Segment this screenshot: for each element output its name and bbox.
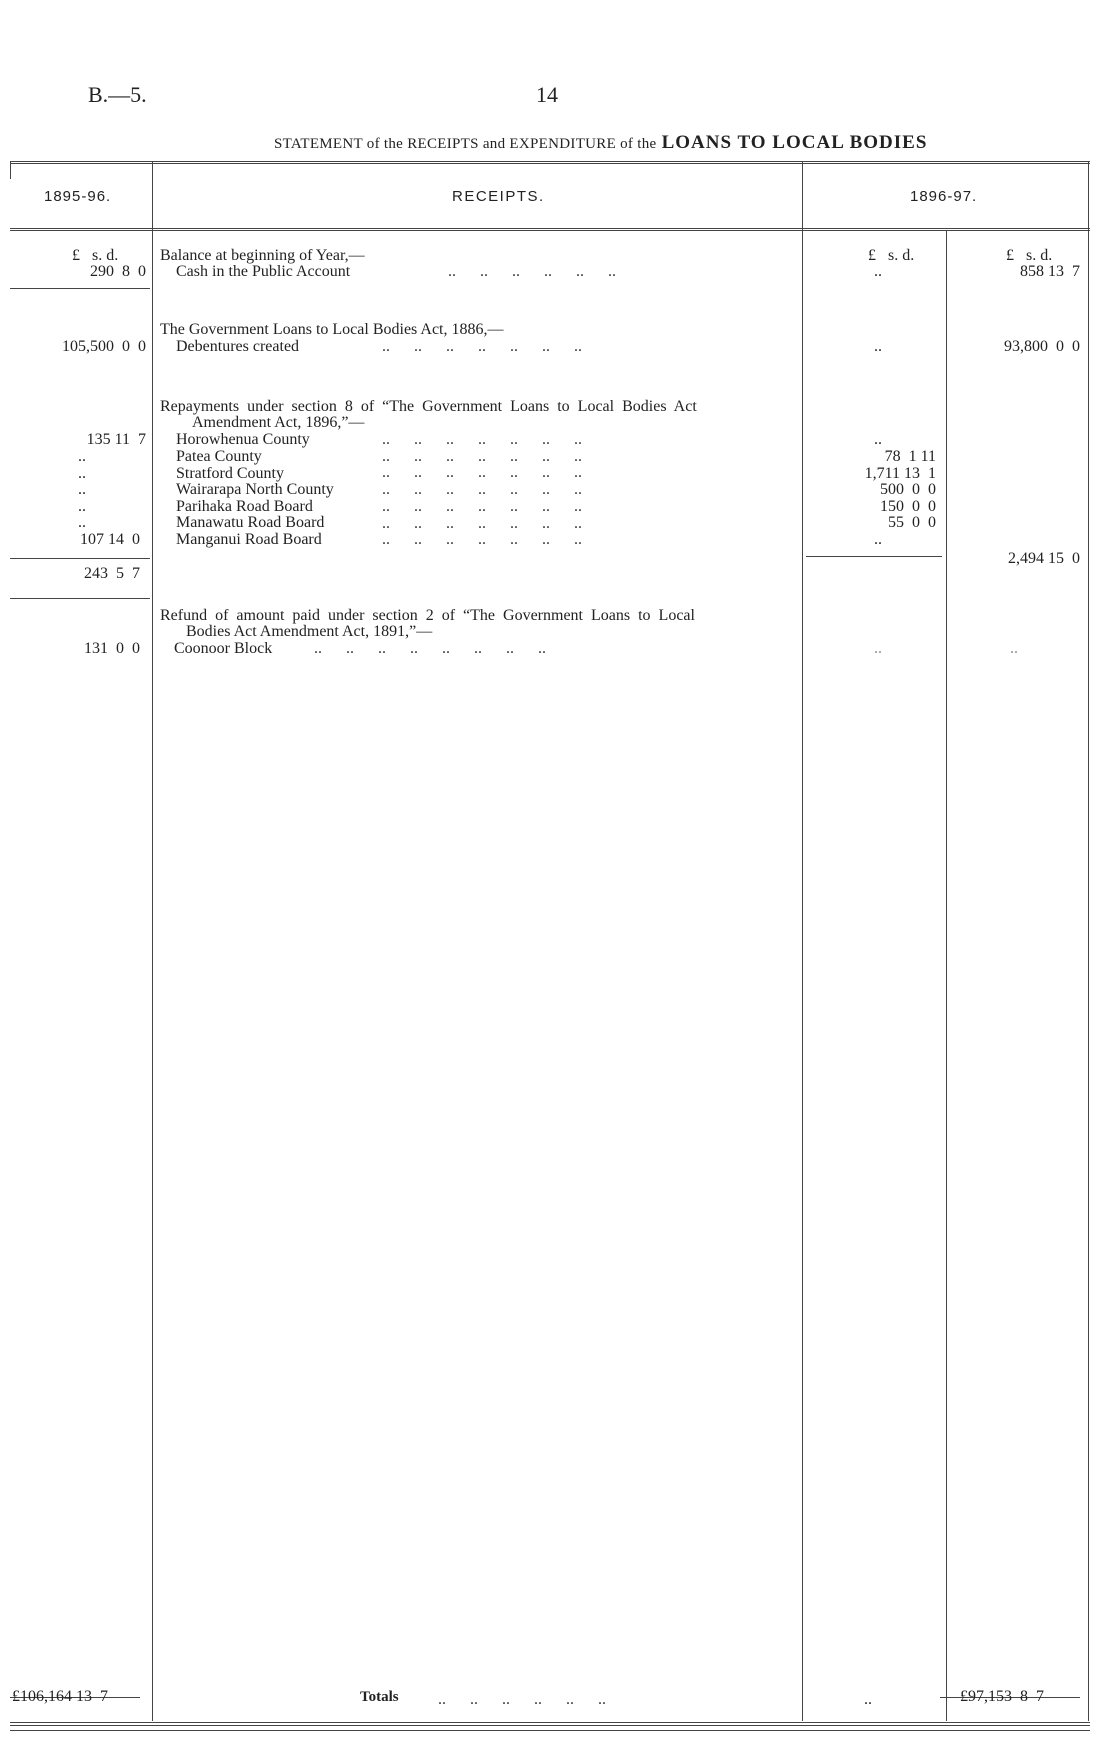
repayment-left-amount: 135 11 7	[86, 431, 146, 448]
repayment-mid-amount: 78 1 11	[884, 448, 936, 465]
repayment-left-amount: ..	[78, 498, 86, 515]
leader-dots: .. .. .. .. .. .. .. ..	[314, 640, 546, 657]
repayment-left-amount: 107 14 0	[80, 531, 140, 548]
repayment-mid-amount: ..	[874, 531, 882, 548]
unit-pence: d.	[106, 247, 119, 264]
repayment-mid-amount: 500 0 0	[880, 481, 936, 498]
balance-right-amount: 858 13 7	[1020, 263, 1080, 280]
document-ref: B.—5.	[88, 82, 147, 107]
refund-heading-cont: Bodies Act Amendment Act, 1891,”—	[186, 623, 433, 640]
list-item: Patea County	[176, 448, 262, 465]
balance-mid-amount: ..	[874, 263, 882, 280]
unit-pound: £	[868, 247, 876, 264]
refund-heading: Refund of amount paid under section 2 of “The Government Loans to Local	[160, 607, 695, 624]
units-left	[72, 248, 118, 264]
balance-left-amount: 290 8 0	[90, 263, 146, 280]
repayment-left-amount: ..	[78, 465, 86, 482]
totals-left-amount: £106,164 13 7	[12, 1688, 108, 1705]
unit-shilling: s.	[888, 247, 899, 264]
leader-dots: .. .. .. .. .. .. .. .. .. .. .. .. .. .. .. .. .. .. .. .. .. .. .. .. .. .. .. .. .. .. .. .. .. .. .. .. .. .. .. .. .. .. .. .. .. .. .. .. ..	[382, 431, 582, 549]
statement-emphasis: LOANS TO LOCAL BODIES	[661, 132, 928, 153]
list-item: Wairarapa North County	[176, 481, 334, 498]
refund-item: Coonoor Block	[174, 640, 273, 657]
column-receipts: RECEIPTS.	[452, 188, 545, 205]
units-mid	[868, 248, 914, 264]
list-item: Stratford County	[176, 465, 284, 482]
list-item: Parihaka Road Board	[176, 498, 313, 515]
refund-right-amount: ..	[1010, 640, 1018, 657]
leader-dots: .. .. .. .. .. ..	[438, 1691, 606, 1708]
loans-act-heading: The Government Loans to Local Bodies Act, 1886,—	[160, 321, 504, 338]
column-right-year: 1896-97.	[910, 188, 978, 205]
statement-prefix: STATEMENT of the RECEIPTS and EXPENDITURE of the	[274, 136, 657, 152]
unit-pence: d.	[1040, 247, 1053, 264]
unit-shilling: s.	[92, 247, 103, 264]
refund-mid-amount: ..	[874, 640, 882, 657]
repayment-left-amount: ..	[78, 481, 86, 498]
unit-pound: £	[72, 247, 80, 264]
balance-heading: Balance at beginning of Year,—	[160, 247, 365, 264]
repayment-mid-amount: 150 0 0	[880, 498, 936, 515]
loans-act-item: Debentures created	[176, 338, 300, 355]
repayments-heading: Repayments under section 8 of “The Government Loans to Local Bodies Act	[160, 398, 697, 415]
repayment-mid-amount: 55 0 0	[888, 514, 936, 531]
repayments-right-total: 2,494 15 0	[1008, 550, 1080, 567]
units-right	[1006, 248, 1052, 264]
repayments-left-subtotal: 243 5 7	[84, 565, 140, 582]
loans-act-right-amount: 93,800 0 0	[1004, 338, 1080, 355]
list-item: Manganui Road Board	[176, 531, 322, 548]
page-number: 14	[536, 82, 558, 107]
repayment-mid-amount: 1,711 13 1	[864, 465, 936, 482]
unit-shilling: s.	[1026, 247, 1037, 264]
balance-item: Cash in the Public Account	[176, 263, 351, 280]
loans-act-left-amount: 105,500 0 0	[62, 338, 146, 355]
statement-title	[274, 132, 927, 154]
totals-right-amount: £97,153 8 7	[960, 1688, 1044, 1705]
unit-pence: d.	[902, 247, 915, 264]
column-left-year: 1895-96.	[44, 188, 112, 205]
list-item: Manawatu Road Board	[176, 514, 325, 531]
repayment-left-amount: ..	[78, 514, 86, 531]
totals-label: Totals	[360, 1689, 399, 1705]
unit-pound: £	[1006, 247, 1014, 264]
repayment-mid-amount: ..	[874, 431, 882, 448]
leader-dots: .. .. .. .. .. ..	[448, 263, 616, 280]
refund-left-amount: 131 0 0	[84, 640, 140, 657]
loans-act-mid-amount: ..	[874, 338, 882, 355]
totals-mid-amount: ..	[864, 1691, 872, 1708]
leader-dots: .. .. .. .. .. .. ..	[382, 338, 582, 355]
list-item: Horowhenua County	[176, 431, 310, 448]
repayment-left-amount: ..	[78, 448, 86, 465]
repayments-heading-cont: Amendment Act, 1896,”—	[192, 414, 365, 431]
